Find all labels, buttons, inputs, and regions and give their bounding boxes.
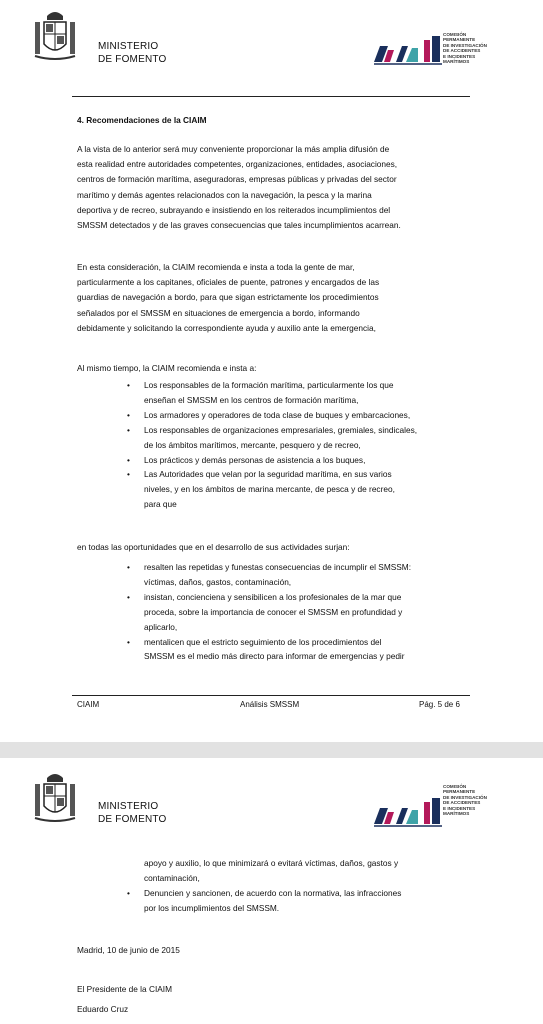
list-item-continued [127,856,472,886]
text-line: enseñan el SMSSM en los centros de formación marítima, [144,394,359,405]
footer-org: CIAIM [77,700,100,709]
list-item [127,560,472,590]
text-line: Los armadores y operadores de toda clase de buques y embarcaciones, [144,409,411,420]
ciaim-logo-icon [372,36,446,66]
org-line: E INCIDENTES [443,805,476,811]
ministry-line-2: DE FOMENTO [98,814,167,825]
bullet-icon: • [127,887,130,898]
text-line: SMSSM es el medio más directo para informar de emergencias y pedir [144,651,405,662]
text-line: marítimo y demás agentes relacionados con la navegación, la pesca y la marina [77,189,372,200]
bullet-icon: • [127,380,130,390]
text-line: niveles, y en los ámbitos de marina mercante, de pesca y de recreo, [144,484,395,495]
actions-list [127,560,472,664]
text-line: por los incumplimientos del SMSSM. [144,902,280,913]
text-line: para que [144,499,177,510]
list-item [127,635,472,665]
coat-of-arms-icon [32,8,78,64]
bullet-icon: • [127,562,130,572]
org-line: COMISIÓN [443,784,467,789]
text-line: de los ámbitos marítimos, mercante, pesquero y de recreo, [144,439,361,450]
text-line: señalados por el SMSSM en situaciones de emergencia a bordo, informando [77,307,360,318]
text-line: resalten las repetidas y funestas consecuencias de incumplir el SMSSM: [144,562,412,572]
signer-name: Eduardo Cruz [77,1004,129,1014]
text-line: víctimas, daños, gastos, contaminación, [144,576,292,587]
org-line: MARÍTIMOS [443,811,470,817]
page-gap [0,742,543,758]
org-line: PERMANENTE [443,789,476,795]
text-line: apoyo y auxilio, lo que minimizará o evitará víctimas, daños, gastos y [144,858,399,868]
header-divider [72,96,470,97]
ministry-name [98,800,166,826]
text-line: aplicarlo, [144,621,178,632]
bullet-icon: • [127,454,130,465]
ministry-name [98,40,166,66]
text-line: esta realidad entre autoridades competentes, organizaciones, entidades, asociaciones, [77,159,398,170]
paragraph-4: en todas las oportunidades que en el desarrollo de sus actividades surjan: [77,542,350,552]
ciaim-logo-icon [372,798,446,828]
list-item [127,453,472,468]
text-line: debidamente y solicitando la correspondiente ayuda y auxilio ante la emergencia, [77,322,376,333]
org-line: DE ACCIDENTES [443,48,481,54]
list-item [127,467,472,512]
text-line: insistan, concienciena y sensibilicen a los profesionales de la mar que [144,591,402,602]
text-line: Denuncien y sancionen, de acuerdo con la normativa, las infracciones [144,887,402,898]
ministry-line-1: MINISTERIO [98,801,159,812]
ciaim-org-name [443,32,487,64]
recipients-list [127,378,472,512]
signer-title: El Presidente de la CIAIM [77,984,172,994]
org-line: DE ACCIDENTES [443,800,481,806]
text-line: A la vista de lo anterior será muy conveniente proporcionar la más amplia difusión de [77,144,390,154]
list-item [127,378,472,408]
text-line: En esta consideración, la CIAIM recomienda e insta a toda la gente de mar, [77,262,355,272]
text-line: Los responsables de la formación marítima, particularmente los que [144,380,394,390]
org-line: E INCIDENTES [443,53,476,59]
org-line: COMISIÓN [443,32,467,37]
ministry-line-1: MINISTERIO [98,41,159,52]
ministry-line-2: DE FOMENTO [98,54,167,65]
section-title: 4. Recomendaciones de la CIAIM [77,115,207,125]
text-line: guardias de navegación a bordo, para que sigan estrictamente los procedimientos [77,292,379,303]
text-line: contaminación, [144,872,200,883]
bullet-icon: • [127,591,130,602]
coat-of-arms-icon [32,770,78,826]
list-item [127,590,472,635]
text-line: centros de formación marítima, aseguradoras, empresas públicas y privadas del sector [77,174,397,185]
text-line: particularmente a los capitanes, oficiales de puente, patrones y encargados de las [77,277,380,288]
text-line: mentalicen que el estricto seguimiento de los procedimientos del [144,636,382,647]
text-line: Los responsables de organizaciones empresariales, gremiales, sindicales, [144,424,418,435]
list-item [127,886,472,916]
footer-divider [72,695,470,696]
footer-title: Análisis SMSSM [240,700,300,709]
bullet-icon: • [127,636,130,647]
paragraph-2 [77,260,477,336]
bullet-icon: • [127,424,130,435]
list-item [127,423,472,453]
text-line: proceda, sobre la importancia de conocer el SMSSM en profundidad y [144,606,403,617]
paragraph-3: Al mismo tiempo, la CIAIM recomienda e insta a: [77,363,257,373]
continued-list [127,856,472,916]
paragraph-1 [77,142,477,233]
ciaim-org-name [443,784,487,816]
text-line: SMSSM detectados y de las graves consecuencias que tales incumplimientos acarrean. [77,220,401,231]
org-line: PERMANENTE [443,37,476,43]
text-line: deportiva y de recreo, subrayando e insistiendo en los reiterados incumplimientos del [77,204,391,215]
document-date: Madrid, 10 de junio de 2015 [77,945,180,955]
document-page-2 [0,758,543,1024]
text-line: Los prácticos y demás personas de asistencia a los buques, [144,454,366,465]
bullet-icon: • [127,469,130,480]
org-line: DE INVESTIGACIÓN [443,794,487,800]
org-line: MARÍTIMOS [443,59,470,65]
page-number: Pág. 5 de 6 [419,700,460,709]
list-item [127,408,472,423]
org-line: DE INVESTIGACIÓN [443,42,487,48]
bullet-icon: • [127,409,130,420]
text-line: Las Autoridades que velan por la seguridad marítima, en sus varios [144,469,392,480]
